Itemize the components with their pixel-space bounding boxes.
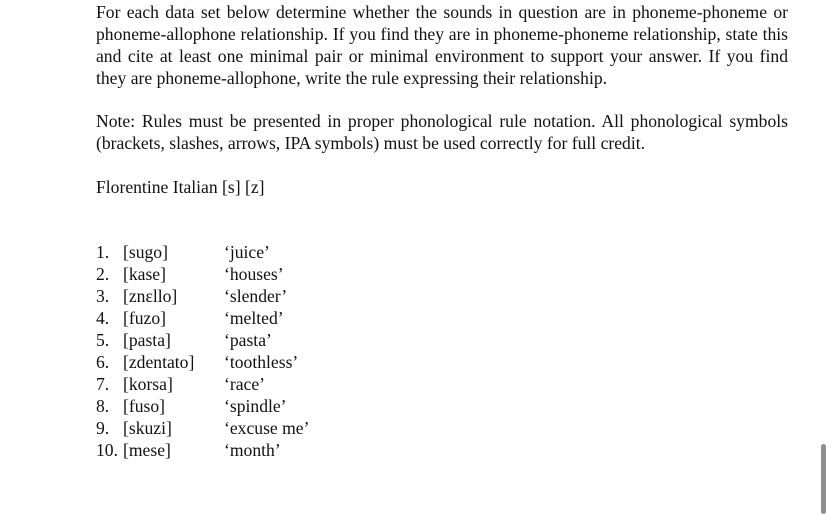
item-form: [fuso] bbox=[123, 396, 166, 416]
item-form: [pasta] bbox=[123, 330, 171, 350]
item-gloss: ‘month’ bbox=[224, 440, 281, 460]
item-form: [fuzo] bbox=[123, 308, 166, 328]
item-gloss: ‘juice’ bbox=[224, 242, 270, 262]
note-paragraph: Note: Rules must be presented in proper phonological rule notation. All phonological symbols (brackets, slashes, arrows, IPA symbols) must be used correctly for full credit. bbox=[96, 111, 788, 153]
item-gloss: ‘slender’ bbox=[224, 286, 288, 306]
item-form: [znɛllo] bbox=[123, 286, 178, 306]
item-gloss: ‘pasta’ bbox=[224, 330, 272, 350]
item-gloss: ‘melted’ bbox=[224, 308, 284, 328]
item-gloss: ‘race’ bbox=[224, 374, 266, 394]
item-form: [mese] bbox=[123, 440, 171, 460]
item-form: [zdentato] bbox=[123, 352, 195, 372]
vertical-scrollbar[interactable] bbox=[821, 444, 826, 514]
item-number: 5. bbox=[96, 330, 110, 350]
item-gloss: ‘toothless’ bbox=[224, 352, 299, 372]
item-gloss: ‘spindle’ bbox=[224, 396, 287, 416]
item-number: 6. bbox=[96, 352, 110, 372]
item-number: 8. bbox=[96, 396, 110, 416]
item-number: 3. bbox=[96, 286, 110, 306]
item-number: 10. bbox=[96, 440, 118, 460]
item-gloss: ‘houses’ bbox=[224, 264, 284, 284]
item-form: [kase] bbox=[123, 264, 166, 284]
item-number: 4. bbox=[96, 308, 110, 328]
item-number: 1. bbox=[96, 242, 110, 262]
dataset-heading: Florentine Italian [s] [z] bbox=[96, 177, 265, 197]
instructions-paragraph: For each data set below determine whether the sounds in question are in phoneme-phoneme or phoneme-allophone relationship. If you find they are in phoneme-phoneme relationship, state this and cite at least one minimal pair or minimal environment to support your answer. If you find they are phoneme-allophone, write the rule expressing their relationship. bbox=[96, 2, 788, 88]
item-number: 9. bbox=[96, 418, 110, 438]
item-form: [skuzi] bbox=[123, 418, 172, 438]
item-number: 7. bbox=[96, 374, 110, 394]
item-number: 2. bbox=[96, 264, 110, 284]
item-form: [korsa] bbox=[123, 374, 173, 394]
item-gloss: ‘excuse me’ bbox=[224, 418, 310, 438]
item-form: [sugo] bbox=[123, 242, 168, 262]
